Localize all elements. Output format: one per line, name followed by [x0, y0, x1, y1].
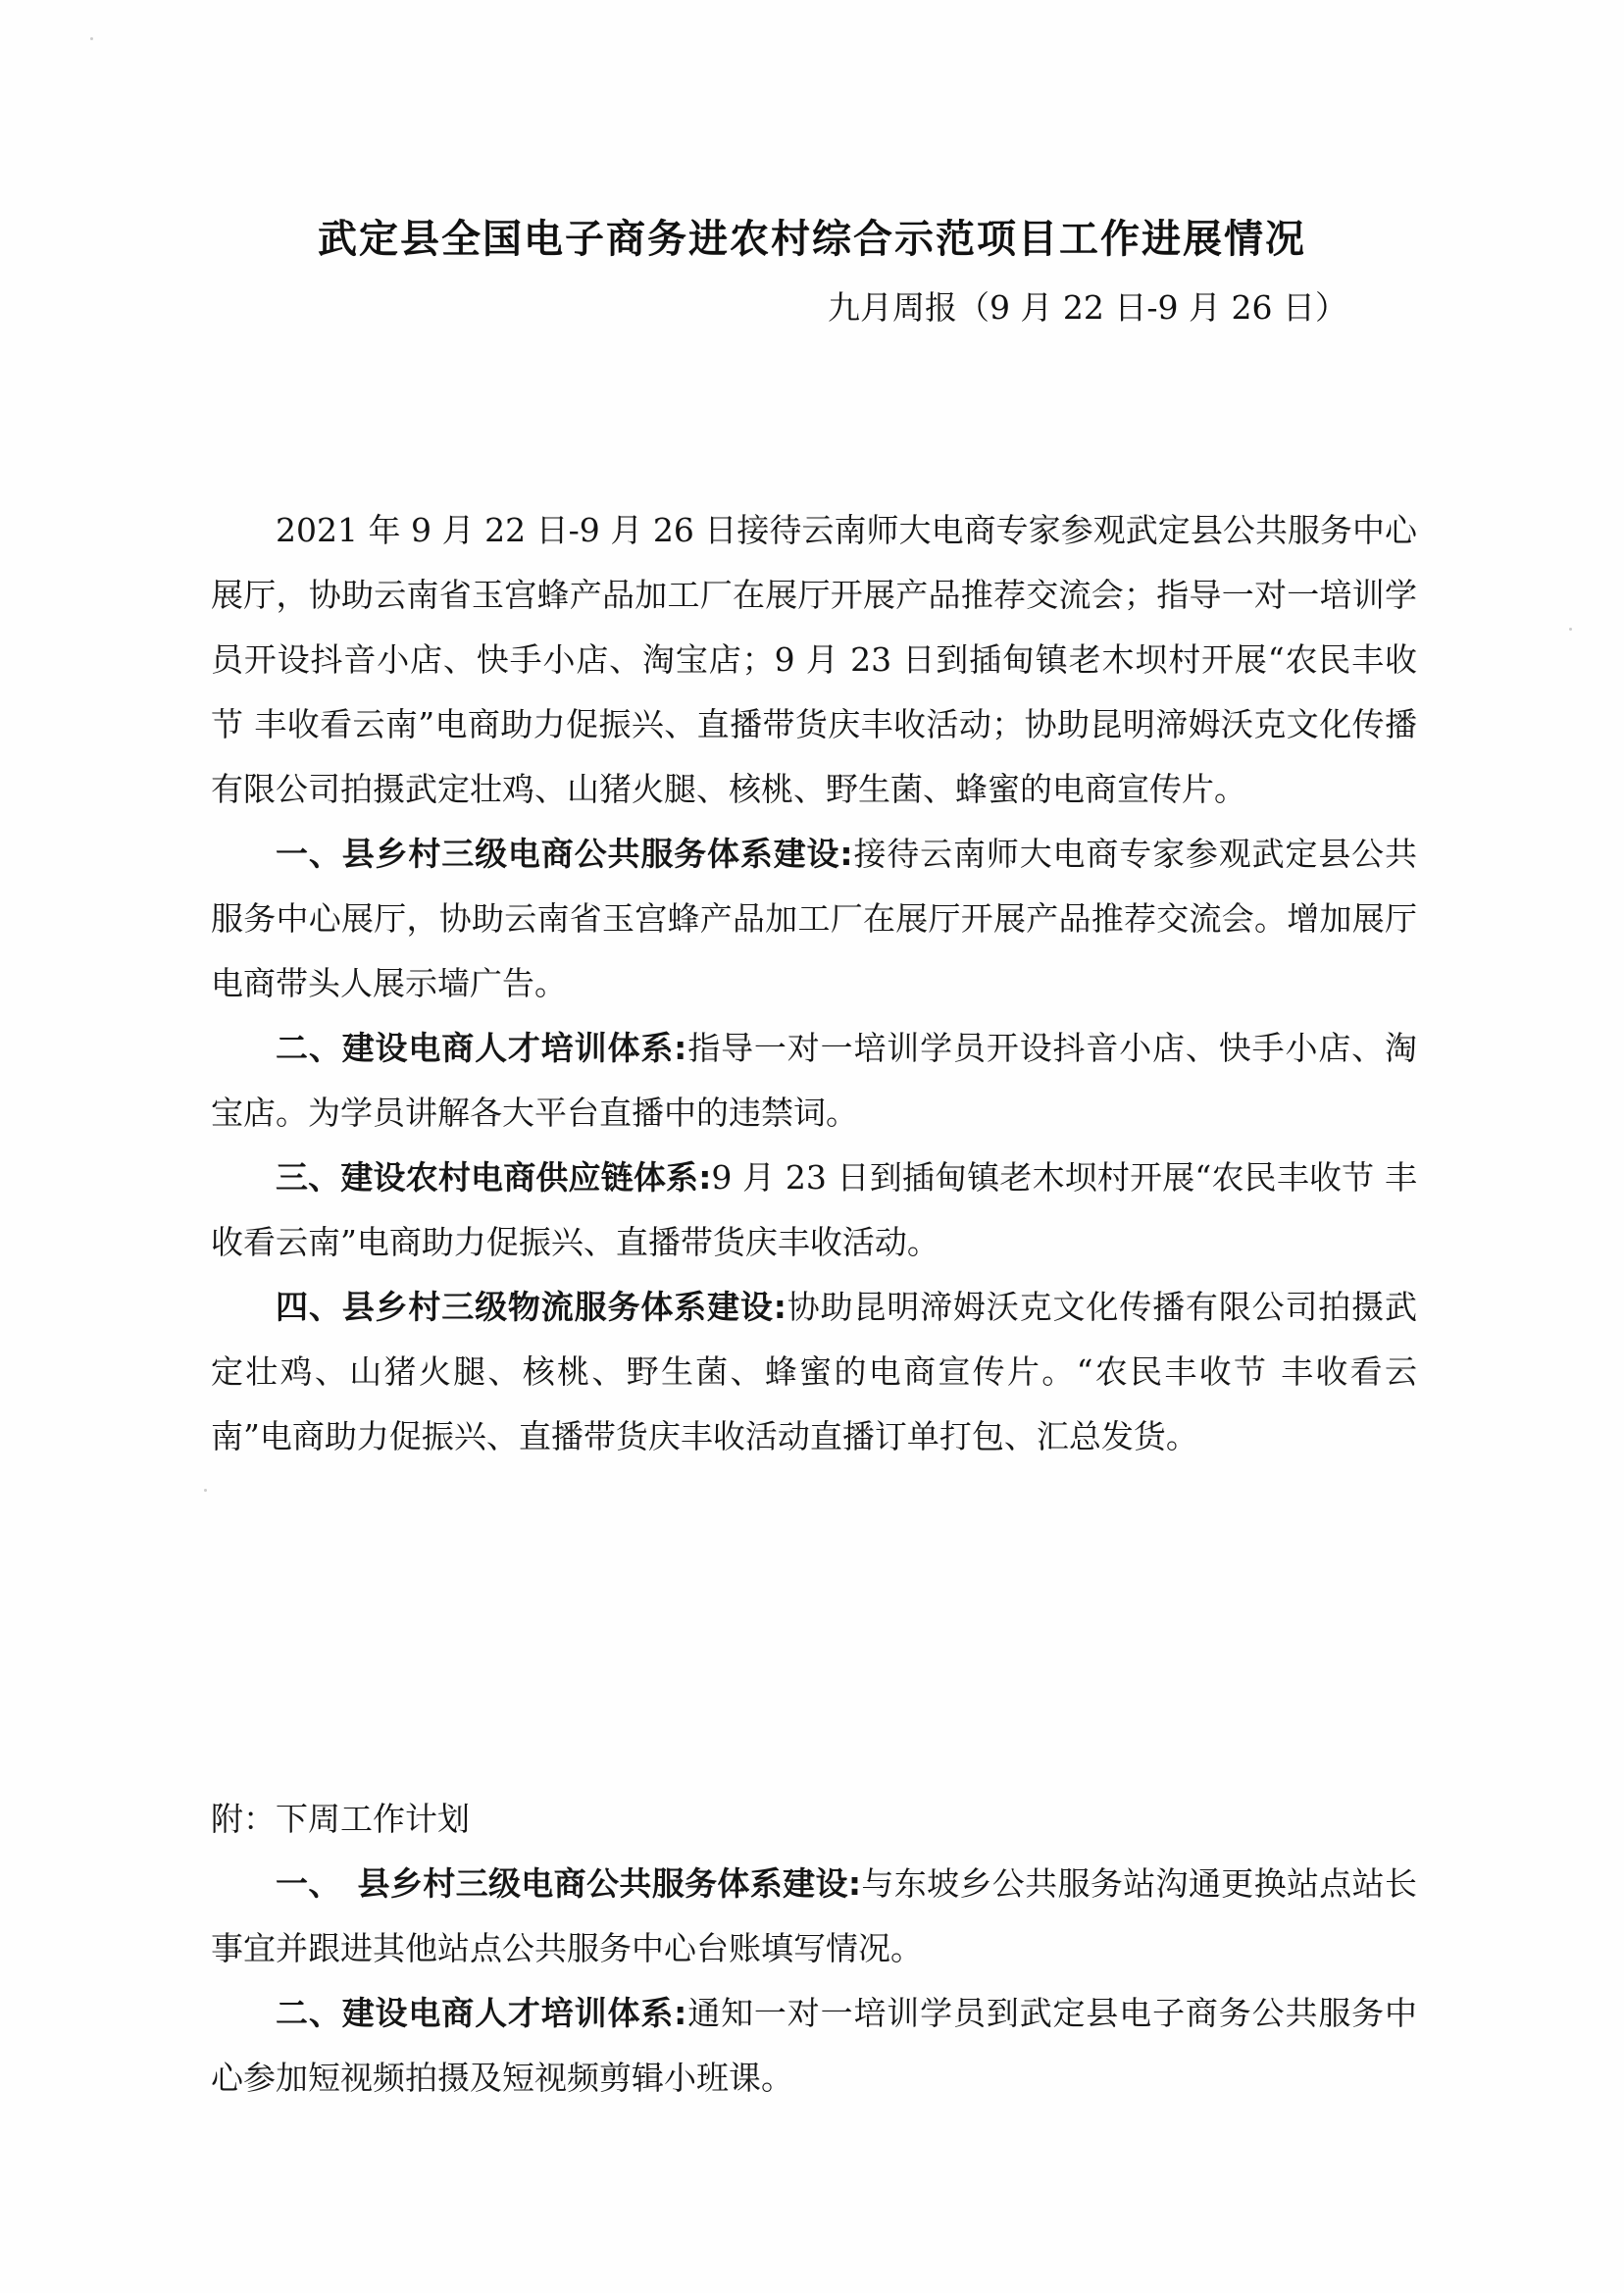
section-heading: 三、建设农村电商供应链体系: — [276, 1158, 712, 1197]
scan-speck — [204, 1489, 207, 1492]
scan-speck — [1569, 628, 1572, 631]
intro-paragraph: 2021 年 9 月 22 日-9 月 26 日接待云南师大电商专家参观武定县公共服务中心展厅，协助云南省玉宫蜂产品加工厂在展厅开展产品推荐交流会；指导一对一培训学员开设抖音小店、快手小店、淘宝店；9 月 23 日到插甸镇老木坝村开展“农民丰收节 丰收看云南”电商助力促振兴、直播带货庆丰收活动；协助昆明渧姆沃克文化传播有限公司拍摄武定壮鸡、山猪火腿、核桃、野生菌、蜂蜜的电商宣传片。 — [211, 511, 1417, 808]
document-title: 武定县全国电子商务进农村综合示范项目工作进展情况 — [318, 217, 1306, 262]
plan-item — [211, 1981, 1417, 2111]
section-text: 9 月 23 日到插甸镇老木坝村开展“农民丰收节 丰收看云南”电商助力促振兴、直播带货庆丰收活动。 — [211, 1158, 1417, 1261]
next-week-plan — [211, 1787, 1417, 2111]
section-paragraph — [211, 1146, 1417, 1275]
plan-item-text: 通知一对一培训学员到武定县电子商务公共服务中心参加短视频拍摄及短视频剪辑小班课。 — [211, 1994, 1418, 2097]
plan-item-heading: 二、建设电商人才培训体系: — [276, 1994, 687, 2032]
plan-heading: 附：下周工作计划 — [211, 1800, 470, 1838]
section-heading: 四、县乡村三级物流服务体系建设: — [276, 1288, 787, 1326]
section-paragraph — [211, 822, 1417, 1016]
plan-item — [211, 1852, 1417, 1981]
section-paragraph — [211, 1275, 1417, 1469]
section-heading: 二、建设电商人才培训体系: — [276, 1029, 687, 1067]
document-subtitle: 九月周报（9 月 22 日-9 月 26 日） — [827, 288, 1347, 327]
section-heading: 一、县乡村三级电商公共服务体系建设: — [276, 835, 853, 873]
section-text: 协助昆明渧姆沃克文化传播有限公司拍摄武定壮鸡、山猪火腿、核桃、野生菌、蜂蜜的电商宣传片。“农民丰收节 丰收看云南”电商助力促振兴、直播带货庆丰收活动直播订单打包、汇总发货。 — [211, 1288, 1417, 1455]
section-text: 指导一对一培训学员开设抖音小店、快手小店、淘宝店。为学员讲解各大平台直播中的违禁词。 — [211, 1029, 1418, 1132]
scan-speck — [90, 37, 93, 40]
section-paragraph — [211, 1016, 1417, 1146]
report-body — [211, 498, 1417, 1469]
section-text: 接待云南师大电商专家参观武定县公共服务中心展厅，协助云南省玉宫蜂产品加工厂在展厅开展产品推荐交流会。增加展厅电商带头人展示墙广告。 — [211, 835, 1418, 1002]
plan-item-text: 与东坡乡公共服务站沟通更换站点站长事宜并跟进其他站点公共服务中心台账填写情况。 — [211, 1864, 1418, 1967]
plan-item-heading: 一、 县乡村三级电商公共服务体系建设: — [276, 1864, 862, 1903]
